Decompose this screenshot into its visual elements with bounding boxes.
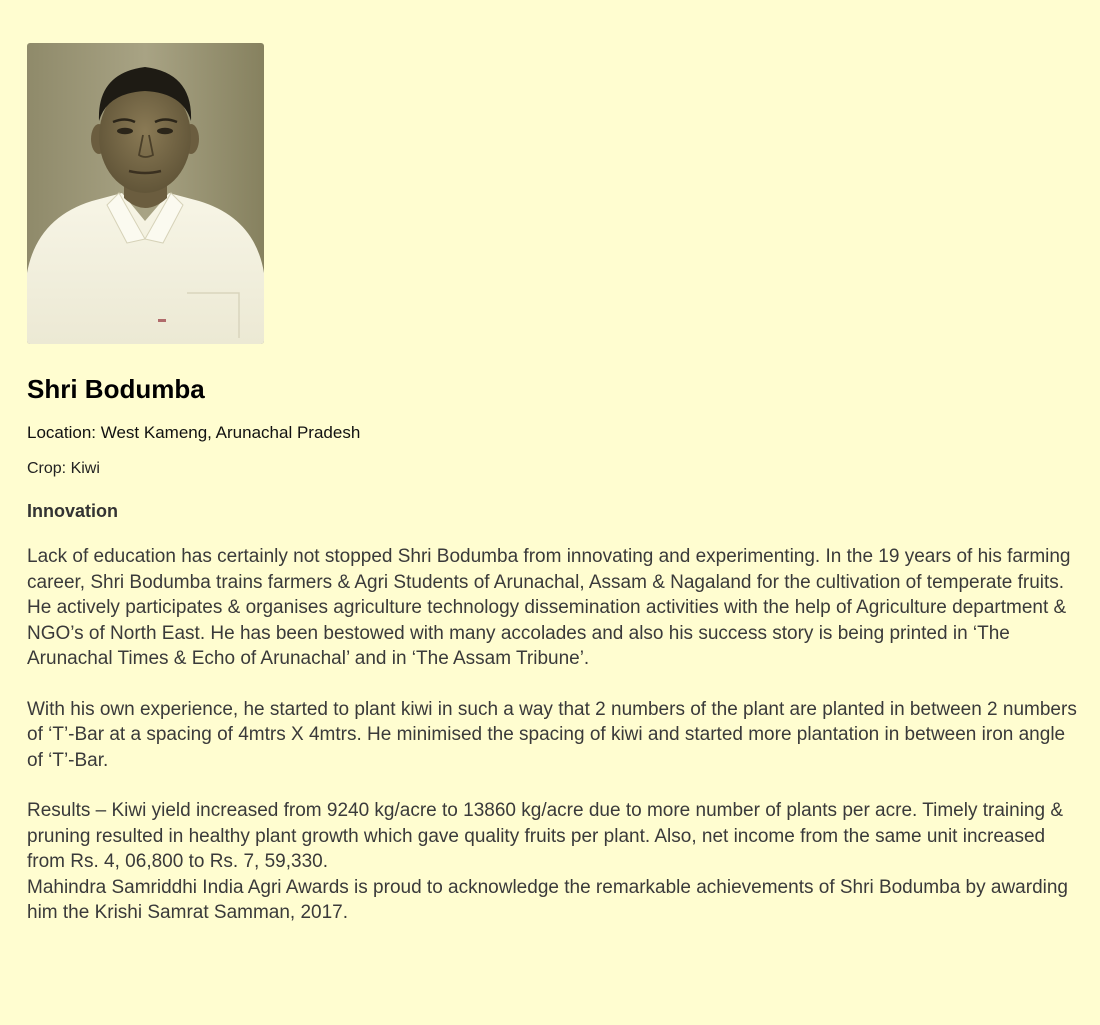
award-paragraph: Mahindra Samriddhi India Agri Awards is proud to acknowledge the remarkable achievements of Shri Bodumba by awarding him the Krishi Samrat Samman, 2017. [27,876,1069,923]
innovation-paragraph-1: Lack of education has certainly not stopped Shri Bodumba from innovating and experimenting. In the 19 years of his farming career, Shri Bodumba trains farmers & Agri Students of Arunachal, Assam & Nagaland for the cultivation of temperate fruits. He actively participates & organises agriculture technology dissemination activities with the help of Agriculture department & NGO’s of North East. He has been bestowed with many accolades and also his success story is being printed in ‘The Arunachal Times & Echo of Arunachal’ and in ‘The Assam Tribune’. [27,546,1071,669]
location-text: Location: West Kameng, Arunachal Pradesh [27,423,361,442]
portrait-photo [27,43,264,344]
innovation-paragraph-2: With his own experience, he started to plant kiwi in such a way that 2 numbers of the plant are planted in between 2 numbers of ‘T’-Bar at a spacing of 4mtrs X 4mtrs. He minimised the spacing of kiwi and started more plantation in between iron angle of ‘T’-Bar. [27,698,1077,771]
profile-card [27,43,1077,926]
crop-text: Crop: Kiwi [27,460,100,477]
farmer-name: Shri Bodumba [27,374,205,404]
innovation-heading: Innovation [27,501,118,521]
results-paragraph: Results – Kiwi yield increased from 9240 kg/acre to 13860 kg/acre due to more number of plants per acre. Timely training & pruning resulted in healthy plant growth which gave quality fruits per plant. Also, net income from the same unit increased from Rs. 4, 06,800 to Rs. 7, 59,330. [27,800,1064,872]
